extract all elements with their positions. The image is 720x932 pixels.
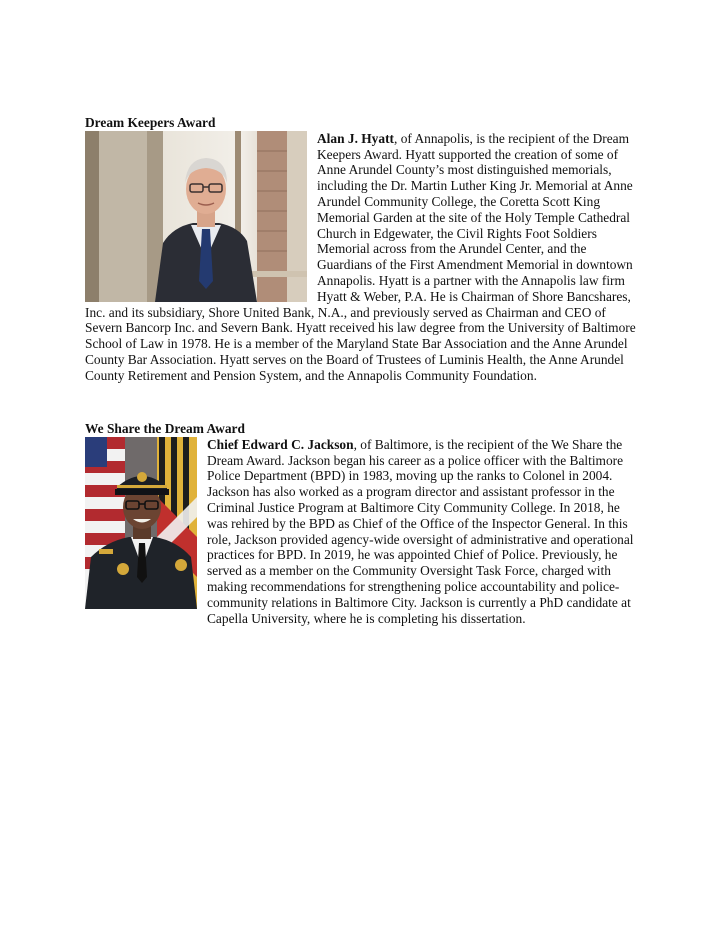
recipient-name: Chief Edward C. Jackson [207, 436, 354, 452]
bio-text: , of Baltimore, is the recipient of the We Share the Dream Award. Jackson began his career as a police officer with the Baltimore Police Department (BPD) in 1983, moving up the ranks to Colonel in 2004. Jackson has also worked as a program director and assistant professor in the Criminal Justice Program at Baltimore City Community College. In 2018, he was rehired by the BPD as Chief of the Office of the Inspector General. In this role, Jackson provided agency-wide oversight of administrative and operational practices for BPD. In 2019, he was appointed Chief of Police. Previously, he served as a member on the Community Oversight Task Force, charged with making recommendations for strengthening police accountability and police-community relations in Baltimore City. Jackson is currently a PhD candidate at Capella University, where he is completing his dissertation. [207, 436, 634, 626]
recipient-name: Alan J. Hyatt [317, 130, 394, 146]
award-heading: We Share the Dream Award [85, 421, 245, 436]
bio-text: , of Annapolis, is the recipient of the Dream Keepers Award. Hyatt supported the creation of some of Anne Arundel County’s most distinguished memorials, including the Dr. Martin Luther King Jr. Memorial at Anne Arundel Community College, the Coretta Scott King Memorial Garden at the site of the Holy Temple Cathedral Church in Edgewater, the Civil Rights Foot Soldiers Memorial across from the Arundel Center, and the Guardians of the First Amendment Memorial in downtown Annapolis. Hyatt is a partner with the Annapolis law firm Hyatt & Weber, P.A. He is Chairman of Shore Bancshares, Inc. and its subsidiary, Shore United Bank, N.A., and previously served as Chairman and CEO of Severn Bancorp Inc. and Severn Bank. Hyatt received his law degree from the University of Baltimore School of Law in 1978. He is a member of the Maryland State Bar Association and the Anne Arundel County Bar Association. Hyatt serves on the Board of Trustees of Luminis Health, the Anne Arundel County Retirement and Pension System, and the Annapolis Community Foundation. [85, 130, 636, 383]
portrait-photo-jackson [85, 437, 197, 609]
portrait-photo-hyatt [85, 131, 307, 302]
award-section-we-share-the-dream [85, 421, 638, 626]
award-heading: Dream Keepers Award [85, 115, 216, 130]
award-section-dream-keepers [85, 115, 638, 384]
